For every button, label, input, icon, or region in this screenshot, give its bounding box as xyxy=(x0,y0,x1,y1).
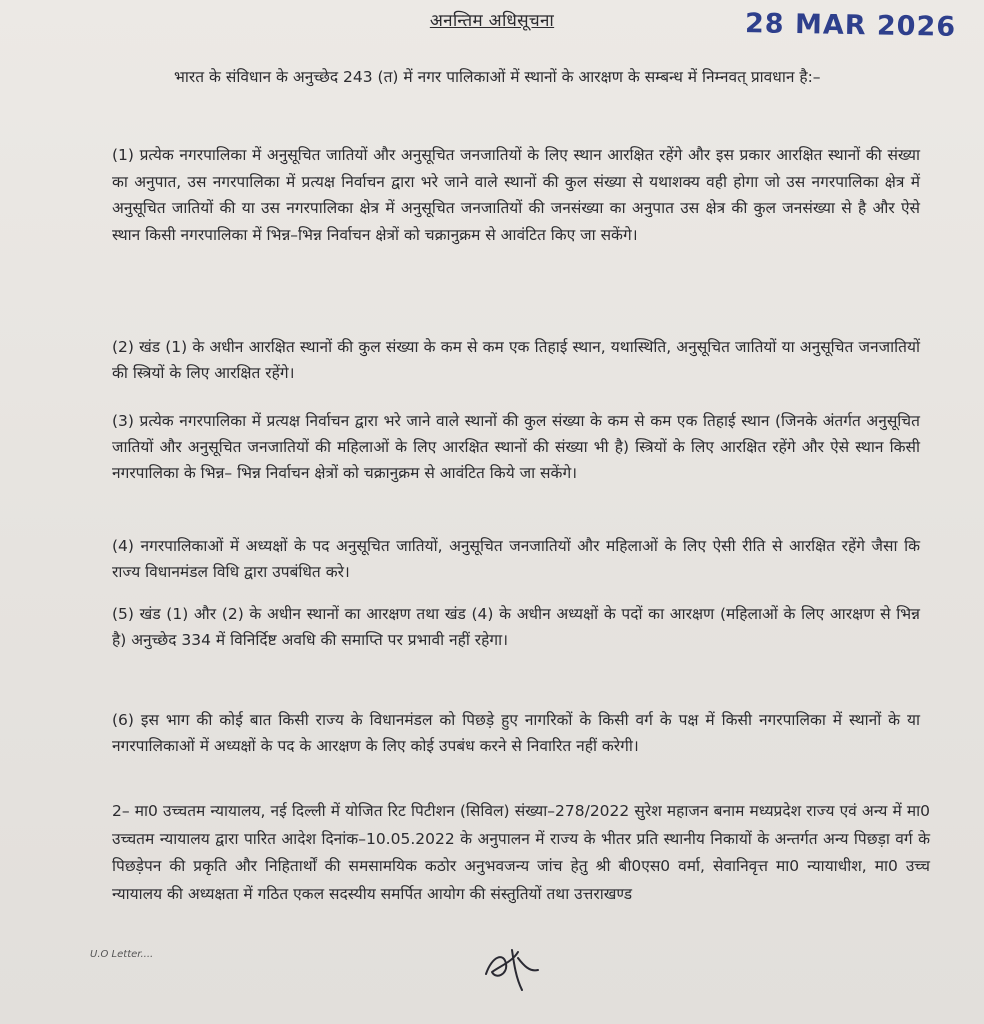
intro-paragraph: भारत के संविधान के अनुच्छेद 243 (त) में नगर पालिकाओं में स्थानों के आरक्षण के सम्बन्ध में निम्नवत् प्रावधान है:– xyxy=(174,68,821,86)
clause-6: (6) इस भाग की कोई बात किसी राज्य के विधानमंडल को पिछड़े हुए नागरिकों के किसी वर्ग के पक्ष में किसी नगरपालिका में स्थानों के या नगरपालिकाओं में अध्यक्षों के पद के आरक्षण के लिए कोई उपबंध करने से निवारित नहीं करेगी। xyxy=(112,711,920,755)
clause-4: (4) नगरपालिकाओं में अध्यक्षों के पद अनुसूचित जातियों, अनुसूचित जनजातियों और महिलाओं के लिए ऐसी रीति से आरक्षित रहेंगे जैसा कि राज्य विधानमंडल विधि द्वारा उपबंधित करे। xyxy=(112,537,920,581)
clause-5: (5) खंड (1) और (2) के अधीन स्थानों का आरक्षण तथा खंड (4) के अधीन अध्यक्षों के पदों का आरक्षण (महिलाओं के लिए आरक्षण से भिन्न है) अनुच्छेद 334 में विनिर्दिष्ट अवधि की समाप्ति पर प्रभावी नहीं रहेगा। xyxy=(112,605,920,649)
clause-2: (2) खंड (1) के अधीन आरक्षित स्थानों की कुल संख्या के कम से कम एक तिहाई स्थान, यथास्थिति, अनुसूचित जातियों या अनुसूचित जनजातियों की स्त्रियों के लिए आरक्षित रहेंगे। xyxy=(112,338,920,382)
document-heading: अनन्तिम अधिसूचना xyxy=(429,11,555,31)
date-stamp: 28 MAR 2026 xyxy=(744,8,957,43)
section-2-paragraph: 2– मा0 उच्चतम न्यायालय, नई दिल्ली में योजित रिट पिटीशन (सिविल) संख्या–278/2022 सुरेश महाजन बनाम मध्यप्रदेश राज्य एवं अन्य में मा0 उच्चतम न्यायालय द्वारा पारित आदेश दिनांक–10.05.2022 के अनुपालन में राज्य के भीतर प्रति स्थानीय निकायों के अन्तर्गत अन्य पिछड़ा वर्ग के पिछड़ेपन की प्रकृति और निहितार्थों की समसामयिक कठोर अनुभवजन्य जांच हेतु श्री बी0एस0 वर्मा, सेवानिवृत्त मा0 न्यायाधीश, मा0 उच्च न्यायालय की अध्यक्षता में गठित एकल सदस्यीय समर्पित आयोग की संस्तुतियों तथा उत्तराखण्ड xyxy=(112,802,930,903)
footer-note: U.O Letter.... xyxy=(90,949,154,960)
signature-mark xyxy=(478,944,548,992)
clause-3: (3) प्रत्येक नगरपालिका में प्रत्यक्ष निर्वाचन द्वारा भरे जाने वाले स्थानों की कुल संख्या के कम से कम एक तिहाई स्थान (जिनके अंतर्गत अनुसूचित जातियों और अनुसूचित जनजातियों की महिलाओं के लिए आरक्षित स्थानों की संख्या भी है) स्त्रियों के लिए आरक्षित रहेंगे और ऐसे स्थान किसी नगरपालिका के भिन्न– भिन्न निर्वाचन क्षेत्रों को चक्रानुक्रम से आवंटित किये जा सकेंगे। xyxy=(112,412,920,482)
clause-1: (1) प्रत्येक नगरपालिका में अनुसूचित जातियों और अनुसूचित जनजातियों के लिए स्थान आरक्षित रहेंगे और इस प्रकार आरक्षित स्थानों की संख्या का अनुपात, उस नगरपालिका में प्रत्यक्ष निर्वाचन द्वारा भरे जाने वाले स्थानों की कुल संख्या से यथाशक्य वही होगा जो उस नगरपालिका क्षेत्र में अनुसूचित जातियों की या उस नगरपालिका क्षेत्र में अनुसूचित जनजातियों की जनसंख्या का अनुपात उस क्षेत्र की कुल जनसंख्या से है और ऐसे स्थान किसी नगरपालिका में भिन्न–भिन्न निर्वाचन क्षेत्रों को चक्रानुक्रम से आवंटित किए जा सकेंगे। xyxy=(112,146,920,244)
